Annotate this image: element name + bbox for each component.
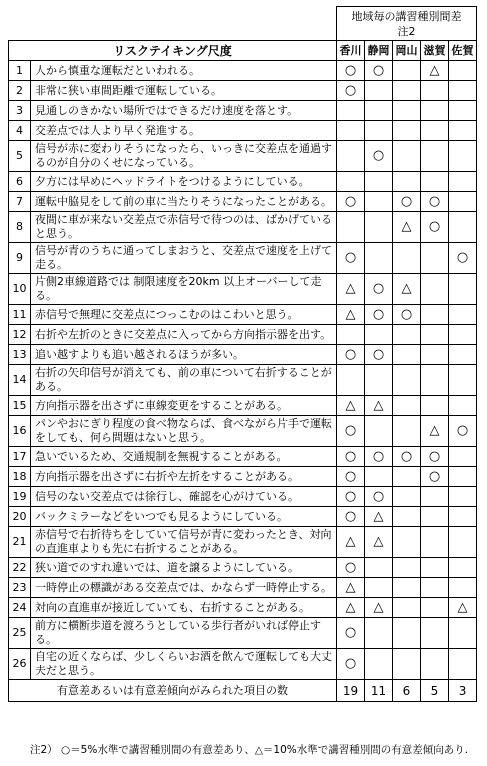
item-text: 自宅の近くならば、少しくらいお酒を飲んで運転しても大丈夫だと思う。: [31, 649, 337, 680]
significance-mark: [421, 305, 449, 325]
table-row: [9, 598, 477, 618]
significance-mark: ○: [393, 305, 421, 325]
significance-mark: △: [337, 527, 365, 558]
significance-mark: [365, 192, 393, 212]
significance-mark: △: [421, 416, 449, 447]
region-title: 地域毎の講習種別間差: [351, 9, 462, 23]
item-text: 赤信号で無理に交差点につっこむのはこわいと思う。: [31, 305, 337, 325]
prefecture-header: 香川: [337, 41, 365, 61]
item-text: 急いでいるため、交通規制を無視することがある。: [31, 447, 337, 467]
significance-mark: [421, 507, 449, 527]
significance-mark: ○: [365, 141, 393, 172]
significance-mark: [421, 243, 449, 274]
significance-mark: △: [365, 527, 393, 558]
significance-mark: [365, 618, 393, 649]
table-row: [9, 507, 477, 527]
significance-mark: [421, 81, 449, 101]
significance-mark: △: [365, 598, 393, 618]
significance-mark: [449, 101, 477, 121]
significance-mark: ○: [365, 61, 393, 81]
item-number: 5: [9, 141, 31, 172]
significance-mark: [421, 598, 449, 618]
significance-mark: ○: [337, 558, 365, 578]
significance-mark: [365, 121, 393, 141]
significance-mark: [421, 487, 449, 507]
item-number: 13: [9, 345, 31, 365]
item-number: 8: [9, 212, 31, 243]
significance-mark: [421, 101, 449, 121]
item-text: 赤信号で右折待ちをしていて信号が青に変わったとき、対向の直進車よりも先に右折することがある。: [31, 527, 337, 558]
significance-mark: [449, 396, 477, 416]
significance-mark: ○: [337, 447, 365, 467]
table-row: [9, 558, 477, 578]
significance-mark: ○: [365, 345, 393, 365]
item-text: 非常に狭い車間距離で運転している。: [31, 81, 337, 101]
item-text: 人から慎重な運転だといわれる。: [31, 61, 337, 81]
significance-mark: ○: [365, 487, 393, 507]
table-row: [9, 61, 477, 81]
significance-mark: [393, 649, 421, 680]
significance-mark: [449, 305, 477, 325]
significance-mark: ○: [365, 305, 393, 325]
significance-mark: △: [337, 578, 365, 598]
significance-mark: [393, 243, 421, 274]
significance-mark: ○: [337, 61, 365, 81]
totals-label: 有意差あるいは有意差傾向がみられた項目の数: [9, 680, 337, 702]
significance-mark: [449, 81, 477, 101]
item-number: 14: [9, 365, 31, 396]
significance-mark: [337, 212, 365, 243]
significance-mark: △: [421, 61, 449, 81]
table-row: [9, 325, 477, 345]
significance-mark: [449, 325, 477, 345]
significance-mark: ○: [337, 618, 365, 649]
item-text: 交差点では人より早く発進する。: [31, 121, 337, 141]
significance-mark: [421, 325, 449, 345]
significance-mark: [337, 141, 365, 172]
significance-mark: [421, 172, 449, 192]
risk-taking-table: [8, 6, 477, 702]
item-text: 右折の矢印信号が消えても、前の車について右折することがある。: [31, 365, 337, 396]
header-spacer: [9, 7, 337, 41]
significance-mark: [393, 578, 421, 598]
significance-mark: ○: [421, 212, 449, 243]
significance-mark: [449, 192, 477, 212]
significance-mark: [449, 649, 477, 680]
significance-mark: ○: [365, 274, 393, 305]
item-text: 運転中脇見をして前の車に当たりそうになったことがある。: [31, 192, 337, 212]
scale-title: リスクテイキング尺度: [9, 41, 337, 61]
item-text: 片側2車線道路では 制限速度を20km 以上オーバーして走る。: [31, 274, 337, 305]
significance-mark: [393, 101, 421, 121]
item-text: バックミラーなどをいつでも見るようにしている。: [31, 507, 337, 527]
significance-mark: ○: [393, 192, 421, 212]
significance-mark: [393, 345, 421, 365]
item-number: 1: [9, 61, 31, 81]
significance-mark: [449, 365, 477, 396]
significance-mark: [393, 558, 421, 578]
region-header: [337, 7, 477, 41]
total-count: 3: [449, 680, 477, 702]
item-text: 見通しのきかない場所ではできるだけ速度を落とす。: [31, 101, 337, 121]
significance-mark: [421, 649, 449, 680]
significance-mark: [449, 527, 477, 558]
item-text: 対向の直進車が接近していても、右折することがある。: [31, 598, 337, 618]
significance-mark: [449, 467, 477, 487]
table-row: [9, 365, 477, 396]
item-text: 夕方には早めにヘッドライトをつけるようにしている。: [31, 172, 337, 192]
significance-mark: [421, 558, 449, 578]
item-number: 16: [9, 416, 31, 447]
significance-mark: [337, 325, 365, 345]
significance-mark: [365, 243, 393, 274]
significance-mark: [393, 618, 421, 649]
significance-mark: ○: [337, 345, 365, 365]
prefecture-header: 滋賀: [421, 41, 449, 61]
significance-mark: ○: [421, 192, 449, 212]
significance-mark: △: [393, 274, 421, 305]
table-row: [9, 81, 477, 101]
item-number: 9: [9, 243, 31, 274]
significance-mark: ○: [337, 649, 365, 680]
significance-mark: △: [365, 396, 393, 416]
item-number: 12: [9, 325, 31, 345]
significance-mark: ○: [449, 416, 477, 447]
table-row: [9, 396, 477, 416]
table-row: [9, 172, 477, 192]
item-text: 狭い道でのすれ違いでは、道を譲るようにしている。: [31, 558, 337, 578]
significance-mark: [393, 598, 421, 618]
item-number: 20: [9, 507, 31, 527]
significance-mark: [365, 558, 393, 578]
significance-mark: [449, 172, 477, 192]
table-row: [9, 274, 477, 305]
item-number: 2: [9, 81, 31, 101]
significance-mark: [421, 274, 449, 305]
significance-mark: [393, 416, 421, 447]
significance-mark: [337, 172, 365, 192]
item-number: 26: [9, 649, 31, 680]
item-number: 6: [9, 172, 31, 192]
item-number: 23: [9, 578, 31, 598]
significance-mark: [421, 365, 449, 396]
significance-mark: ○: [337, 507, 365, 527]
significance-mark: ○: [337, 192, 365, 212]
item-number: 25: [9, 618, 31, 649]
table-row: [9, 121, 477, 141]
significance-mark: ○: [421, 447, 449, 467]
item-number: 11: [9, 305, 31, 325]
item-text: 信号が赤に変わりそうになったら、いっきに交差点を通過するのが自分のくせになっている。: [31, 141, 337, 172]
significance-mark: △: [337, 274, 365, 305]
item-text: 一時停止の標識がある交差点では、かならず一時停止する。: [31, 578, 337, 598]
significance-mark: [393, 467, 421, 487]
significance-mark: [393, 396, 421, 416]
significance-mark: [393, 527, 421, 558]
significance-mark: △: [337, 598, 365, 618]
table-row: [9, 649, 477, 680]
item-number: 22: [9, 558, 31, 578]
significance-mark: ○: [421, 467, 449, 487]
significance-mark: [393, 172, 421, 192]
significance-mark: [393, 365, 421, 396]
significance-mark: [421, 141, 449, 172]
table-row: [9, 212, 477, 243]
significance-mark: [421, 578, 449, 598]
significance-mark: [337, 101, 365, 121]
table-row: [9, 487, 477, 507]
significance-mark: [365, 81, 393, 101]
total-count: 19: [337, 680, 365, 702]
significance-mark: [365, 101, 393, 121]
item-text: 信号が青のうちに通ってしまおうと、交差点で速度を上げて走る。: [31, 243, 337, 274]
significance-mark: [421, 527, 449, 558]
significance-mark: [449, 61, 477, 81]
item-number: 4: [9, 121, 31, 141]
region-note: 注2: [397, 24, 416, 38]
item-text: 夜間に車が来ない交差点で赤信号で待つのは、ばかげていると思う。: [31, 212, 337, 243]
significance-mark: [365, 325, 393, 345]
significance-mark: [365, 172, 393, 192]
significance-mark: [449, 447, 477, 467]
total-count: 11: [365, 680, 393, 702]
significance-mark: [449, 141, 477, 172]
total-count: 5: [421, 680, 449, 702]
prefecture-header: 佐賀: [449, 41, 477, 61]
prefecture-header: 岡山: [393, 41, 421, 61]
significance-mark: ○: [449, 243, 477, 274]
significance-mark: ○: [337, 243, 365, 274]
table-row: [9, 578, 477, 598]
item-number: 15: [9, 396, 31, 416]
totals-row: [9, 680, 477, 702]
significance-mark: [365, 578, 393, 598]
significance-mark: [393, 325, 421, 345]
significance-mark: [365, 365, 393, 396]
table-row: [9, 618, 477, 649]
item-number: 3: [9, 101, 31, 121]
significance-mark: [449, 345, 477, 365]
item-number: 18: [9, 467, 31, 487]
significance-mark: [449, 274, 477, 305]
significance-mark: [393, 141, 421, 172]
significance-mark: ○: [337, 487, 365, 507]
table-row: [9, 243, 477, 274]
table-row: [9, 305, 477, 325]
significance-mark: [337, 121, 365, 141]
significance-mark: [421, 121, 449, 141]
table-row: [9, 416, 477, 447]
item-number: 7: [9, 192, 31, 212]
significance-mark: [449, 578, 477, 598]
significance-mark: [365, 467, 393, 487]
significance-mark: ○: [337, 81, 365, 101]
significance-mark: ○: [365, 447, 393, 467]
significance-mark: [393, 61, 421, 81]
item-number: 19: [9, 487, 31, 507]
item-number: 10: [9, 274, 31, 305]
significance-mark: △: [449, 598, 477, 618]
significance-mark: ○: [337, 416, 365, 447]
significance-mark: [421, 618, 449, 649]
table-row: [9, 192, 477, 212]
significance-mark: [393, 121, 421, 141]
significance-mark: [365, 416, 393, 447]
item-number: 24: [9, 598, 31, 618]
item-number: 21: [9, 527, 31, 558]
significance-mark: [449, 121, 477, 141]
significance-mark: △: [337, 305, 365, 325]
table-row: [9, 467, 477, 487]
prefecture-header: 静岡: [365, 41, 393, 61]
item-text: 方向指示器を出さずに車線変更をすることがある。: [31, 396, 337, 416]
table-row: [9, 345, 477, 365]
item-text: 追い越すよりも追い越されるほうが多い。: [31, 345, 337, 365]
significance-mark: [421, 345, 449, 365]
significance-mark: [449, 618, 477, 649]
item-text: 右折や左折のときに交差点に入ってから方向指示器を出す。: [31, 325, 337, 345]
table-row: [9, 527, 477, 558]
significance-mark: [449, 507, 477, 527]
table-row: [9, 101, 477, 121]
significance-mark: [421, 396, 449, 416]
item-text: パンやおにぎり程度の食べ物ならば、食べながら片手で運転をしても、何ら問題はないと思う。: [31, 416, 337, 447]
significance-mark: [337, 365, 365, 396]
significance-mark: [393, 81, 421, 101]
total-count: 6: [393, 680, 421, 702]
significance-mark: [449, 558, 477, 578]
significance-mark: ○: [393, 447, 421, 467]
significance-mark: △: [393, 212, 421, 243]
item-text: 前方に横断歩道を渡ろうとしている歩行者がいれば停止する。: [31, 618, 337, 649]
significance-mark: [365, 649, 393, 680]
table-row: [9, 447, 477, 467]
significance-mark: [365, 212, 393, 243]
item-number: 17: [9, 447, 31, 467]
significance-mark: [449, 487, 477, 507]
footnote: 注2） ○＝5%水準で講習種別間の有意差あり、△＝10%水準で講習種別間の有意差傾向あり.: [30, 744, 469, 756]
significance-mark: [449, 212, 477, 243]
significance-mark: △: [337, 396, 365, 416]
significance-mark: △: [365, 507, 393, 527]
significance-mark: ○: [337, 467, 365, 487]
significance-mark: [393, 507, 421, 527]
significance-mark: [393, 487, 421, 507]
item-text: 方向指示器を出さずに右折や左折をすることがある。: [31, 467, 337, 487]
table-row: [9, 141, 477, 172]
item-text: 信号のない交差点では徐行し、確認を心がけている。: [31, 487, 337, 507]
